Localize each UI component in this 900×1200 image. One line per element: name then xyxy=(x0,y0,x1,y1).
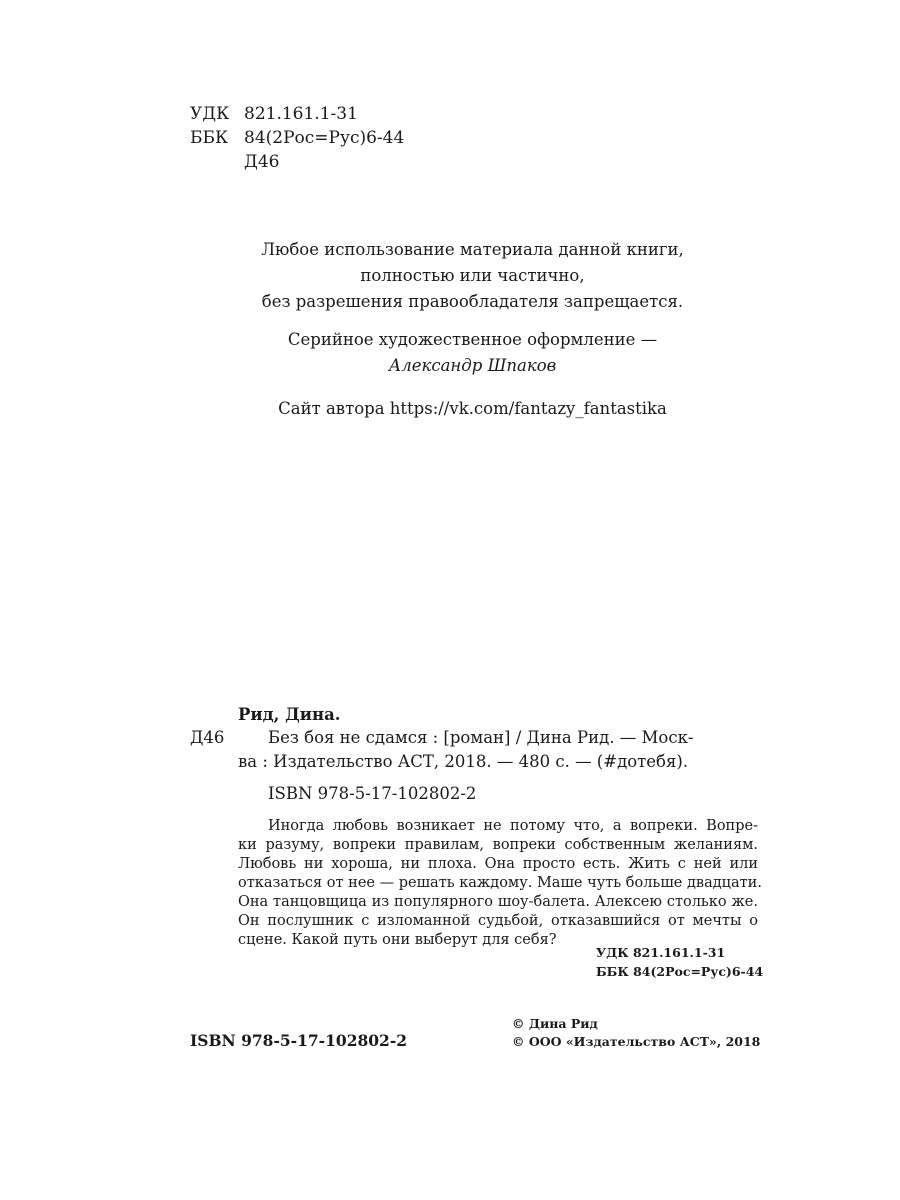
bib-imprint-line: ва : Издательство АСТ, 2018. — 480 с. — (#дотебя). xyxy=(238,752,689,771)
bib-author-mark: Д46 xyxy=(190,728,225,747)
annotation-line: Она танцовщица из популярного шоу-балета. Алексею столько же. xyxy=(238,894,758,910)
udk-label: УДК xyxy=(190,104,230,124)
design-credit xyxy=(190,327,755,379)
author-site xyxy=(190,396,755,422)
bbk-label: ББК xyxy=(190,128,229,148)
annotation-line: Иногда любовь возникает не потому что, а вопреки. Вопре- xyxy=(268,818,758,834)
footer-bbk: ББК 84(2Рос=Рус)6-44 xyxy=(596,964,764,979)
bib-title-line: Без боя не сдамся : [роман] / Дина Рид. — Моск- xyxy=(268,728,694,747)
annotation-line: сцене. Какой путь они выберут для себя? xyxy=(238,932,557,948)
annotation-line: Любовь ни хороша, ни плоха. Она просто есть. Жить с ней или xyxy=(238,856,758,872)
author-site-line: Сайт автора https://vk.com/fantazy_fantastika xyxy=(278,399,667,418)
copyright-author: © Дина Рид xyxy=(512,1016,598,1031)
author-heading: Рид, Дина. xyxy=(238,705,341,724)
udk-value: 821.161.1-31 xyxy=(244,104,358,124)
annotation-line: отказаться от нее — решать каждому. Маше чуть больше двадцати. xyxy=(238,875,762,891)
bib-isbn: ISBN 978-5-17-102802-2 xyxy=(268,784,477,803)
rights-notice xyxy=(190,237,755,315)
rights-notice-line: Любое использование материала данной книги, xyxy=(261,240,684,259)
designer-name: Александр Шпаков xyxy=(388,356,557,375)
annotation-line: ки разуму, вопреки правилам, вопреки собственным желаниям. xyxy=(238,837,758,853)
bbk-value: 84(2Рос=Рус)6-44 xyxy=(244,128,405,148)
footer-udk: УДК 821.161.1-31 xyxy=(596,945,726,960)
rights-notice-line: полностью или частично, xyxy=(360,266,585,285)
design-credit-line: Серийное художественное оформление — xyxy=(287,330,658,349)
annotation-line: Он послушник с изломанной судьбой, отказавшийся от мечты о xyxy=(238,913,758,929)
annotation xyxy=(238,817,762,950)
copyright-publisher: © ООО «Издательство АСТ», 2018 xyxy=(512,1034,761,1049)
rights-notice-line: без разрешения правообладателя запрещается. xyxy=(261,292,684,311)
footer-isbn: ISBN 978-5-17-102802-2 xyxy=(190,1031,408,1050)
author-mark: Д46 xyxy=(244,152,280,172)
